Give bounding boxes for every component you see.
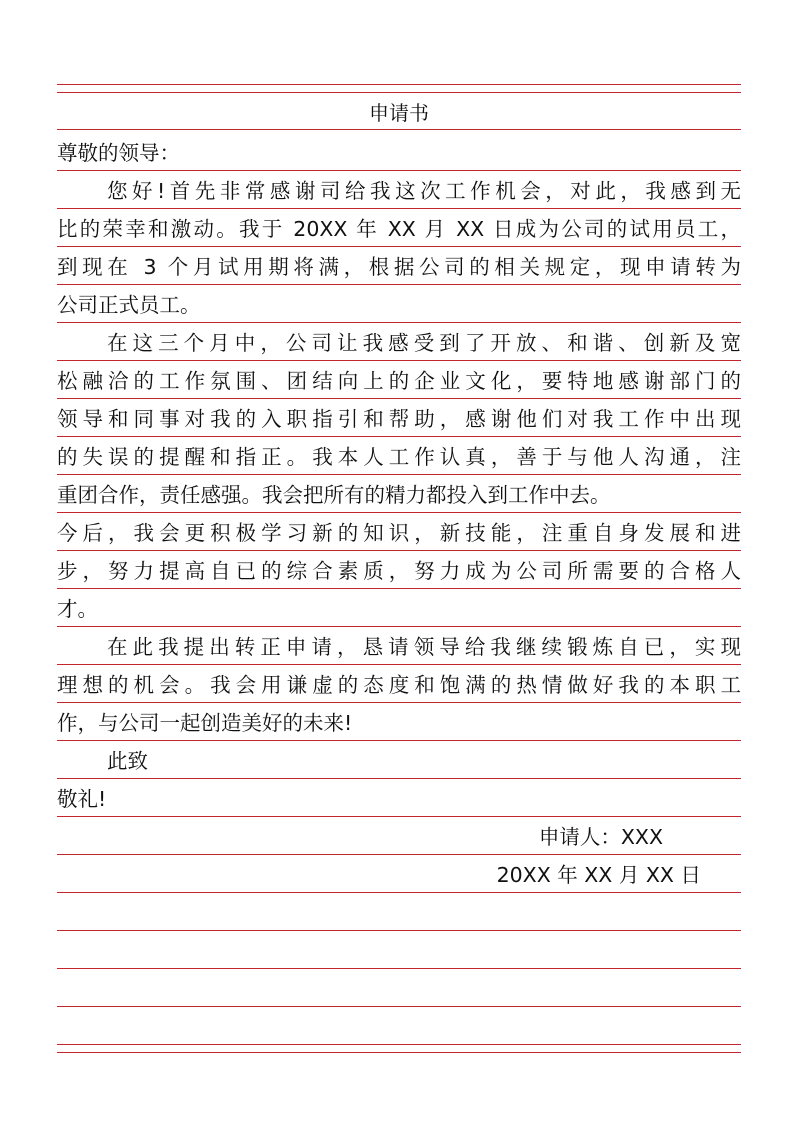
ruled-line — [57, 284, 741, 285]
body-line: 您好!首先非常感谢司给我这次工作机会，对此，我感到无 — [107, 179, 741, 203]
ruled-line — [57, 892, 741, 893]
ruled-line — [57, 702, 741, 703]
ruled-line — [57, 170, 741, 171]
body-line: 公司正式员工。 — [57, 293, 201, 317]
ruled-line — [57, 322, 741, 323]
document-title: 申请书 — [369, 101, 429, 125]
body-line: 领导和同事对我的入职指引和帮助，感谢他们对我工作中出现 — [57, 407, 741, 431]
ruled-line — [57, 626, 741, 627]
ruled-line — [57, 550, 741, 551]
ruled-line — [57, 664, 741, 665]
applicant-signature: 申请人：XXX — [538, 825, 663, 849]
ruled-line — [57, 968, 741, 969]
closing-cizhi: 此致 — [107, 749, 148, 773]
body-line: 比的荣幸和激动。我于 20XX 年 XX 月 XX 日成为公司的试用员工， — [57, 217, 741, 241]
top-double-rule-2 — [57, 92, 741, 93]
body-line: 作，与公司一起创造美好的未来! — [57, 711, 353, 735]
body-line: 松融洽的工作氛围、团结向上的企业文化，要特地感谢部门的 — [57, 369, 741, 393]
body-line: 在这三个月中，公司让我感受到了开放、和谐、创新及宽 — [107, 331, 741, 355]
body-line: 在此我提出转正申请，恳请领导给我继续锻炼自已，实现 — [107, 635, 741, 659]
application-date: 20XX 年 XX 月 XX 日 — [496, 863, 701, 887]
ruled-line — [57, 436, 741, 437]
ruled-line — [57, 1006, 741, 1007]
body-line: 的失误的提醒和指正。我本人工作认真，善于与他人沟通，注 — [57, 445, 741, 469]
ruled-line — [57, 740, 741, 741]
ruled-line — [57, 208, 741, 209]
bottom-double-rule-2 — [57, 1052, 741, 1053]
ruled-line — [57, 854, 741, 855]
ruled-line — [57, 512, 741, 513]
body-line: 今后，我会更积极学习新的知识，新技能，注重自身发展和进 — [57, 521, 741, 545]
ruled-line — [57, 398, 741, 399]
ruled-line — [57, 474, 741, 475]
body-line: 才。 — [57, 597, 98, 621]
body-line: 重团合作，责任感强。我会把所有的精力都投入到工作中去。 — [57, 483, 611, 507]
body-line: 到现在 3 个月试用期将满，根据公司的相关规定，现申请转为 — [57, 255, 741, 279]
ruled-line — [57, 930, 741, 931]
bottom-double-rule-1 — [57, 1044, 741, 1045]
body-line: 理想的机会。我会用谦虚的态度和饱满的热情做好我的本职工 — [57, 673, 741, 697]
body-line: 步，努力提高自已的综合素质，努力成为公司所需要的合格人 — [57, 559, 741, 583]
ruled-line — [57, 588, 741, 589]
closing-jingli: 敬礼! — [57, 787, 107, 811]
salutation: 尊敬的领导： — [57, 141, 180, 165]
ruled-line — [57, 360, 741, 361]
ruled-line — [57, 816, 741, 817]
ruled-line — [57, 778, 741, 779]
ruled-line — [57, 246, 741, 247]
top-double-rule-1 — [57, 84, 741, 85]
